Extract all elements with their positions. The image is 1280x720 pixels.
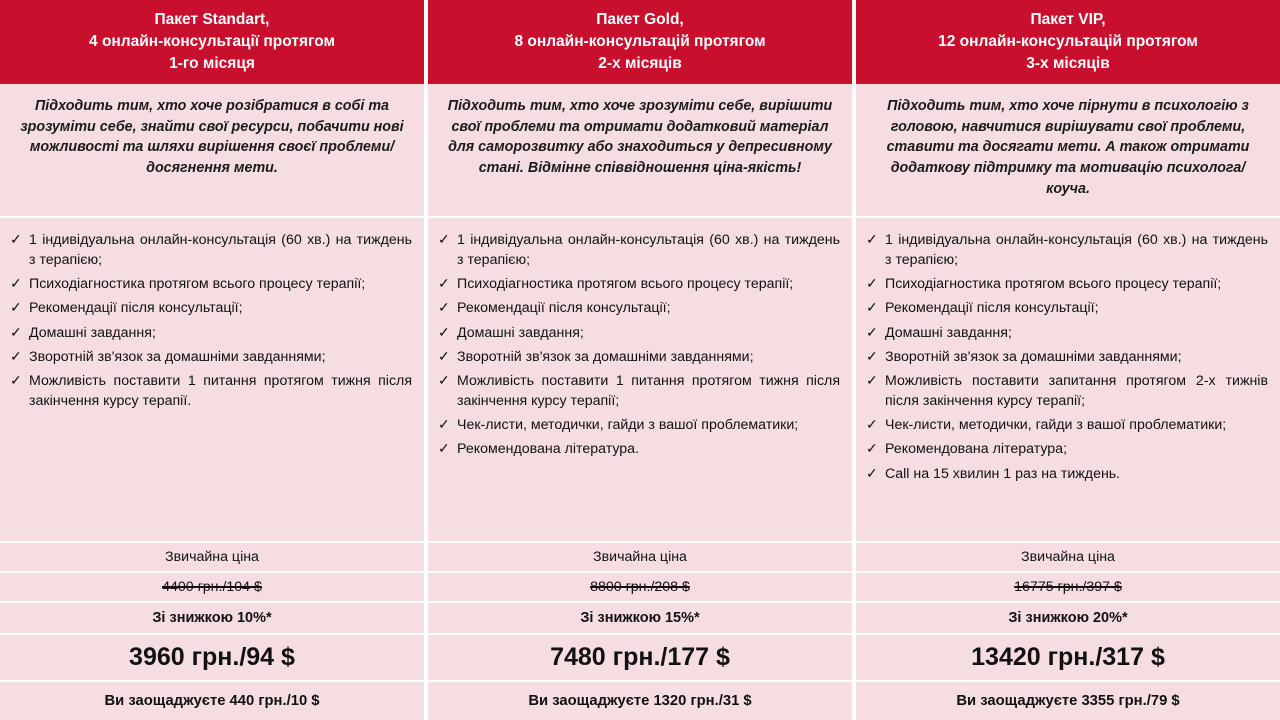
feature-text: Рекомендації після консультації; xyxy=(885,300,1099,317)
package-title-line-1: Пакет Standart, xyxy=(154,10,270,28)
regular-price-label-standart: Звичайна ціна xyxy=(0,541,424,571)
list-item xyxy=(10,230,412,270)
check-icon: ✓ xyxy=(10,299,22,316)
list-item xyxy=(438,371,840,411)
package-title-line-3: 3-х місяців xyxy=(1026,54,1110,72)
check-icon: ✓ xyxy=(866,440,878,457)
list-item xyxy=(10,371,412,411)
list-item xyxy=(438,415,840,435)
check-icon: ✓ xyxy=(438,371,450,388)
package-title-line-2: 8 онлайн-консультацій протягом xyxy=(514,32,766,50)
list-item xyxy=(438,439,840,459)
discount-label-standart: Зі знижкою 10%* xyxy=(0,601,424,633)
list-item xyxy=(866,439,1268,459)
feature-text: Психодіагностика протягом всього процесу терапії; xyxy=(885,276,1222,293)
feature-text: Домашні завдання; xyxy=(29,324,156,341)
savings-standart: Ви заощаджуєте 440 грн./10 $ xyxy=(0,680,424,720)
list-item xyxy=(866,371,1268,411)
regular-price-label-vip: Звичайна ціна xyxy=(856,541,1280,571)
list-item xyxy=(438,323,840,343)
package-title-line-1: Пакет Gold, xyxy=(596,10,684,28)
final-price-gold: 7480 грн./177 $ xyxy=(428,633,852,680)
feature-text: Можливість поставити запитання протягом 2-х тижнів після закінчення курсу терапії; xyxy=(885,372,1268,410)
feature-text: Call на 15 хвилин 1 раз на тиждень. xyxy=(885,465,1121,482)
old-price-vip: 16775 грн./397 $ xyxy=(856,571,1280,601)
package-title-line-1: Пакет VIP, xyxy=(1030,10,1106,28)
check-icon: ✓ xyxy=(866,464,878,481)
list-item xyxy=(438,347,840,367)
savings-gold: Ви заощаджуєте 1320 грн./31 $ xyxy=(428,680,852,720)
list-item xyxy=(438,298,840,318)
feature-text: Домашні завдання; xyxy=(457,324,584,341)
package-header-standart xyxy=(0,0,424,84)
feature-text: Домашні завдання; xyxy=(885,324,1012,341)
package-header-gold xyxy=(428,0,852,84)
list-item xyxy=(866,415,1268,435)
feature-text: Психодіагностика протягом всього процесу терапії; xyxy=(29,276,366,293)
list-item xyxy=(866,230,1268,270)
check-icon: ✓ xyxy=(866,299,878,316)
package-features-vip xyxy=(856,216,1280,541)
package-features-gold xyxy=(428,216,852,541)
check-icon: ✓ xyxy=(10,231,22,247)
feature-list xyxy=(10,230,412,411)
regular-price-label-gold: Звичайна ціна xyxy=(428,541,852,571)
pricing-column-vip xyxy=(856,0,1280,720)
feature-text: Чек-листи, методички, гайди з вашої проблематики; xyxy=(457,417,799,434)
feature-text: Зворотній зв'язок за домашніми завданнями; xyxy=(457,348,754,365)
list-item xyxy=(10,274,412,294)
package-title-line-2: 12 онлайн-консультацій протягом xyxy=(938,32,1198,50)
check-icon: ✓ xyxy=(438,323,450,340)
check-icon: ✓ xyxy=(10,347,22,364)
feature-text: Психодіагностика протягом всього процесу терапії; xyxy=(457,276,794,293)
list-item xyxy=(866,298,1268,318)
feature-text: 1 індивідуальна онлайн-консультація (60 хв.) на тиждень з терапією; xyxy=(29,232,412,269)
feature-text: Можливість поставити 1 питання протягом тижня після закінчення курсу терапії. xyxy=(29,372,412,410)
check-icon: ✓ xyxy=(10,275,22,292)
package-title-line-2: 4 онлайн-консультації протягом xyxy=(89,32,335,50)
package-description-text: Підходить тим, хто хоче пірнути в психологію з головою, навчитися вирішувати свої проблеми, ставити та досягати мети. А також отримати додаткову підтримку та мотивацію психолога/коуча. xyxy=(886,98,1250,197)
package-description-text: Підходить тим, хто хоче розібратися в собі та зрозуміти себе, знайти свої ресурси, побачити нові можливості та шляхи вирішення своєї проблеми/досягнення мети. xyxy=(20,98,404,177)
list-item xyxy=(866,347,1268,367)
package-header-vip xyxy=(856,0,1280,84)
feature-text: Чек-листи, методички, гайди з вашої проблематики; xyxy=(885,417,1227,434)
feature-text: Зворотній зв'язок за домашніми завданнями; xyxy=(885,348,1182,365)
check-icon: ✓ xyxy=(10,371,22,388)
list-item xyxy=(438,230,840,270)
list-item xyxy=(866,323,1268,343)
list-item xyxy=(866,274,1268,294)
package-description-vip xyxy=(856,84,1280,216)
old-price-standart: 4400 грн./104 $ xyxy=(0,571,424,601)
pricing-column-standart xyxy=(0,0,424,720)
check-icon: ✓ xyxy=(866,231,878,247)
check-icon: ✓ xyxy=(866,275,878,292)
check-icon: ✓ xyxy=(438,275,450,292)
feature-text: 1 індивідуальна онлайн-консультація (60 хв.) на тиждень з терапією; xyxy=(885,232,1268,269)
check-icon: ✓ xyxy=(10,323,22,340)
pricing-column-gold xyxy=(428,0,852,720)
feature-text: Рекомендована література. xyxy=(457,441,640,458)
feature-text: Можливість поставити 1 питання протягом тижня після закінчення курсу терапії; xyxy=(457,372,840,410)
package-description-standart xyxy=(0,84,424,216)
package-description-gold xyxy=(428,84,852,216)
check-icon: ✓ xyxy=(866,416,878,433)
discount-label-gold: Зі знижкою 15%* xyxy=(428,601,852,633)
check-icon: ✓ xyxy=(866,323,878,340)
list-item xyxy=(10,298,412,318)
check-icon: ✓ xyxy=(866,347,878,364)
feature-text: Рекомендована література; xyxy=(885,441,1068,458)
package-description-text: Підходить тим, хто хоче зрозуміти себе, вирішити свої проблеми та отримати додатковий матеріал для саморозвитку або знаходиться у депресивному стані. Відмінне співвідношення ціна-якість! xyxy=(447,98,833,177)
package-title-line-3: 1-го місяця xyxy=(169,54,255,72)
feature-text: 1 індивідуальна онлайн-консультація (60 хв.) на тиждень з терапією; xyxy=(457,232,840,269)
check-icon: ✓ xyxy=(438,299,450,316)
check-icon: ✓ xyxy=(438,231,450,247)
savings-vip: Ви заощаджуєте 3355 грн./79 $ xyxy=(856,680,1280,720)
check-icon: ✓ xyxy=(438,416,450,433)
check-icon: ✓ xyxy=(438,347,450,364)
feature-list xyxy=(866,230,1268,484)
feature-text: Рекомендації після консультації; xyxy=(29,300,243,317)
list-item xyxy=(10,323,412,343)
old-price-gold: 8800 грн./208 $ xyxy=(428,571,852,601)
package-features-standart xyxy=(0,216,424,541)
package-title-line-3: 2-х місяців xyxy=(598,54,682,72)
final-price-standart: 3960 грн./94 $ xyxy=(0,633,424,680)
list-item xyxy=(866,464,1268,484)
feature-text: Зворотній зв'язок за домашніми завданнями; xyxy=(29,348,326,365)
discount-label-vip: Зі знижкою 20%* xyxy=(856,601,1280,633)
list-item xyxy=(438,274,840,294)
check-icon: ✓ xyxy=(438,440,450,457)
feature-list xyxy=(438,230,840,460)
feature-text: Рекомендації після консультації; xyxy=(457,300,671,317)
check-icon: ✓ xyxy=(866,371,878,388)
list-item xyxy=(10,347,412,367)
final-price-vip: 13420 грн./317 $ xyxy=(856,633,1280,680)
